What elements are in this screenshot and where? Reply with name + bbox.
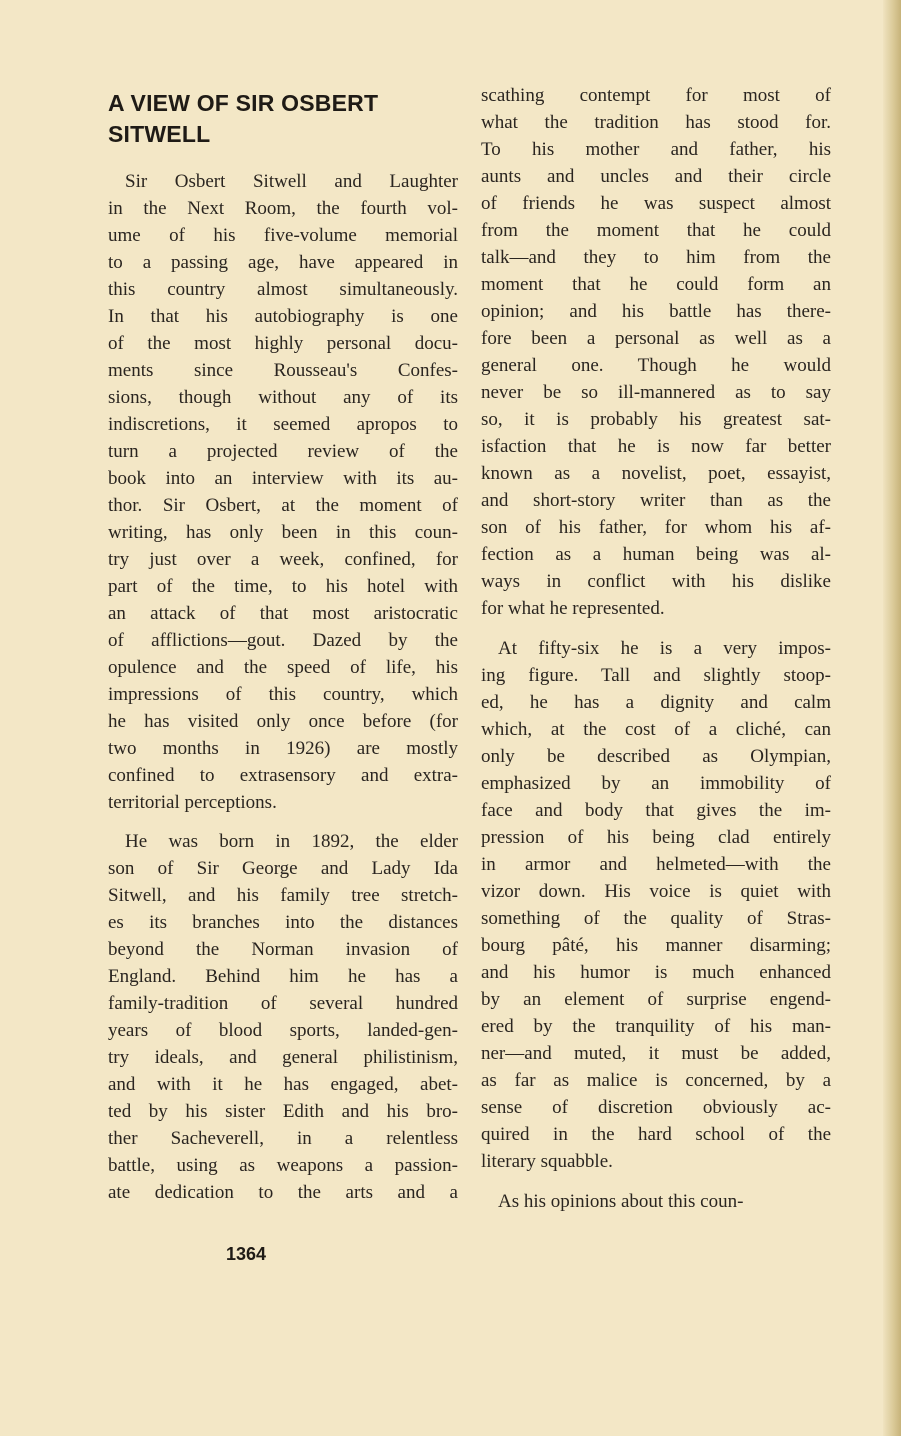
- text-line: try just over a week, confined, for: [108, 549, 458, 570]
- text-line: he has visited only once before (for: [108, 711, 458, 732]
- page-edge: [883, 0, 901, 1436]
- text-line: emphasized by an immobility of: [481, 773, 831, 794]
- text-line: As his opinions about this coun-: [498, 1191, 744, 1212]
- text-line: Sir Osbert Sitwell and Laughter: [125, 171, 458, 192]
- text-line: an attack of that most aristocratic: [108, 603, 458, 624]
- text-line: this country almost simultaneously.: [108, 279, 458, 300]
- title-line: A VIEW OF SIR OSBERT: [108, 90, 379, 116]
- text-line: son of Sir George and Lady Ida: [108, 858, 458, 879]
- text-line: opinion; and his battle has there-: [481, 301, 831, 322]
- text-line: son of his father, for whom his af-: [481, 517, 831, 538]
- text-line: vizor down. His voice is quiet with: [481, 881, 831, 902]
- text-line: talk—and they to him from the: [481, 247, 831, 268]
- title-line: SITWELL: [108, 121, 211, 147]
- text-line: To his mother and father, his: [481, 139, 831, 160]
- text-line: writing, has only been in this coun-: [108, 522, 458, 543]
- text-line: only be described as Olympian,: [481, 746, 831, 767]
- text-line: and short-story writer than as the: [481, 490, 831, 511]
- text-line: England. Behind him he has a: [108, 966, 458, 987]
- text-line: try ideals, and general philistinism,: [108, 1047, 458, 1068]
- text-line: fore been a personal as well as a: [481, 328, 831, 349]
- text-line: Sitwell, and his family tree stretch-: [108, 885, 458, 906]
- text-line: In that his autobiography is one: [108, 306, 458, 327]
- text-line: ing figure. Tall and slightly stoop-: [481, 665, 831, 686]
- text-line: and with it he has engaged, abet-: [108, 1074, 458, 1095]
- text-line: of friends he was suspect almost: [481, 193, 831, 214]
- text-line: sense of discretion obviously ac-: [481, 1097, 831, 1118]
- text-line: fection as a human being was al-: [481, 544, 831, 565]
- text-line: what the tradition has stood for.: [481, 112, 831, 133]
- text-line: and his humor is much enhanced: [481, 962, 831, 983]
- text-line: ate dedication to the arts and a: [108, 1182, 458, 1203]
- text-line: sions, though without any of its: [108, 387, 458, 408]
- text-line: opulence and the speed of life, his: [108, 657, 458, 678]
- text-line: part of the time, to his hotel with: [108, 576, 458, 597]
- text-line: At fifty-six he is a very impos-: [498, 638, 831, 659]
- text-line: of afflictions—gout. Dazed by the: [108, 630, 458, 651]
- text-line: in the Next Room, the fourth vol-: [108, 198, 458, 219]
- text-line: book into an interview with its au-: [108, 468, 458, 489]
- text-line: ments since Rousseau's Confes-: [108, 360, 458, 381]
- text-line: in armor and helmeted—with the: [481, 854, 831, 875]
- text-line: ume of his five-volume memorial: [108, 225, 458, 246]
- text-line: ther Sacheverell, in a relentless: [108, 1128, 458, 1149]
- text-line: which, at the cost of a cliché, can: [481, 719, 831, 740]
- text-line: quired in the hard school of the: [481, 1124, 831, 1145]
- text-line: ered by the tranquility of his man-: [481, 1016, 831, 1037]
- page-number: 1364: [226, 1244, 267, 1264]
- text-line: from the moment that he could: [481, 220, 831, 241]
- text-line: es its branches into the distances: [108, 912, 458, 933]
- text-line: general one. Though he would: [481, 355, 831, 376]
- text-line: pression of his being clad entirely: [481, 827, 831, 848]
- text-line: ed, he has a dignity and calm: [481, 692, 831, 713]
- article-title: [108, 88, 428, 150]
- text-line: as far as malice is concerned, by a: [481, 1070, 831, 1091]
- text-line: to a passing age, have appeared in: [108, 252, 458, 273]
- text-line: He was born in 1892, the elder: [125, 831, 458, 852]
- text-line: turn a projected review of the: [108, 441, 458, 462]
- text-line: territorial perceptions.: [108, 792, 277, 813]
- text-line: known as a novelist, poet, essayist,: [481, 463, 831, 484]
- text-line: for what he represented.: [481, 598, 665, 619]
- text-line: two months in 1926) are mostly: [108, 738, 458, 759]
- text-line: literary squabble.: [481, 1151, 613, 1172]
- text-line: aunts and uncles and their circle: [481, 166, 831, 187]
- text-line: moment that he could form an: [481, 274, 831, 295]
- text-line: years of blood sports, landed-gen-: [108, 1020, 458, 1041]
- text-line: indiscretions, it seemed apropos to: [108, 414, 458, 435]
- text-line: bourg pâté, his manner disarming;: [481, 935, 831, 956]
- text-line: face and body that gives the im-: [481, 800, 831, 821]
- text-line: of the most highly personal docu-: [108, 333, 458, 354]
- text-line: isfaction that he is now far better: [481, 436, 831, 457]
- text-line: something of the quality of Stras-: [481, 908, 831, 929]
- text-line: beyond the Norman invasion of: [108, 939, 458, 960]
- text-line: family-tradition of several hundred: [108, 993, 458, 1014]
- text-line: by an element of surprise engend-: [481, 989, 831, 1010]
- text-line: ner—and muted, it must be added,: [481, 1043, 831, 1064]
- text-line: scathing contempt for most of: [481, 85, 831, 106]
- text-line: confined to extrasensory and extra-: [108, 765, 458, 786]
- text-line: thor. Sir Osbert, at the moment of: [108, 495, 458, 516]
- text-line: ways in conflict with his dislike: [481, 571, 831, 592]
- text-line: ted by his sister Edith and his bro-: [108, 1101, 458, 1122]
- text-line: impressions of this country, which: [108, 684, 458, 705]
- text-line: battle, using as weapons a passion-: [108, 1155, 458, 1176]
- text-line: never be so ill-mannered as to say: [481, 382, 831, 403]
- text-line: so, it is probably his greatest sat-: [481, 409, 831, 430]
